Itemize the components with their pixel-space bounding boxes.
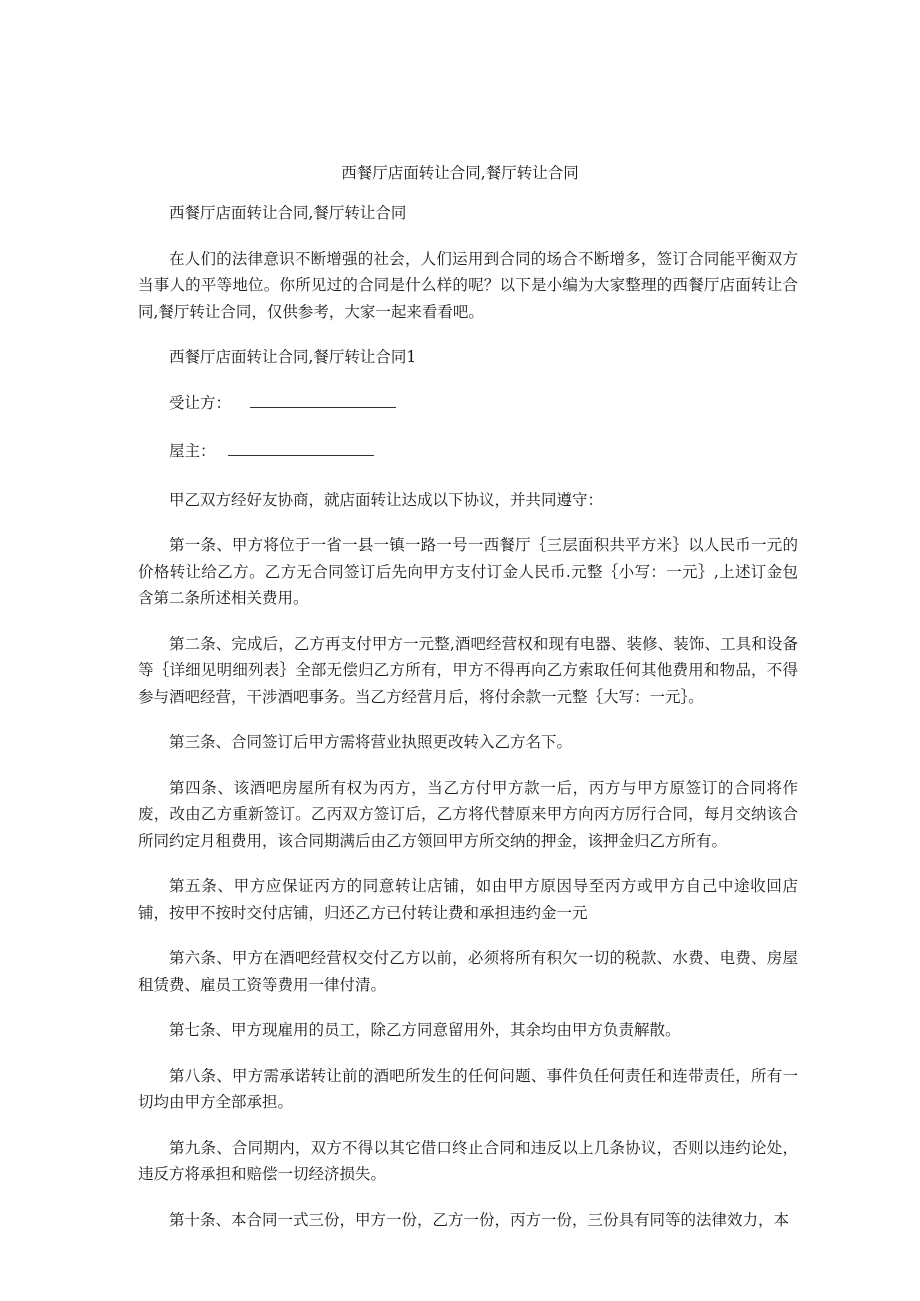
clause-5: 第五条、甲方应保证丙方的同意转让店铺，如由甲方原因导至丙方或甲方自己中途收回店铺，按甲不按时交付店铺，归还乙方已付转让费和承担违约金一元 — [138, 877, 798, 922]
clause-9: 第九条、合同期内，双方不得以其它借口终止合同和违反以上几条协议，否则以违约论处，违反方将承担和赔偿一切经济损失。 — [138, 1138, 798, 1183]
document-subtitle: 西餐厅店面转让合同,餐厅转让合同 — [169, 204, 407, 222]
document-body — [138, 200, 798, 1252]
landlord-blank-line — [228, 441, 374, 456]
clause-4: 第四条、该酒吧房屋所有权为丙方，当乙方付甲方款一后，丙方与甲方原签订的合同将作废，改由乙方重新签订。乙丙双方签订后，乙方将代替原来甲方向丙方厉行合同，每月交纳该合所同约定月租费用，该合同期满后由乙方领回甲方所交纳的押金，该押金归乙方所有。 — [138, 778, 798, 850]
document-title: 西餐厅店面转让合同,餐厅转让合同 — [341, 164, 579, 182]
transferee-label: 受让方： — [169, 393, 232, 412]
clause-7: 第七条、甲方现雇用的员工，除乙方同意留用外，其余均由甲方负责解散。 — [169, 1021, 681, 1039]
clause-3: 第三条、合同签订后甲方需将营业执照更改转入乙方名下。 — [169, 733, 573, 751]
clause-2: 第二条、完成后，乙方再支付甲方一元整,酒吧经营权和现有电器、装修、装饰、工具和设备等｛详细见明细列表｝全部无偿归乙方所有，甲方不得再向乙方索取任何其他费用和物品，不得参与酒吧经营，干涉酒吧事务。当乙方经营月后，将付余款一元整｛大写：一元｝。 — [138, 634, 798, 706]
section-heading: 西餐厅店面转让合同,餐厅转让合同1 — [169, 348, 417, 366]
clause-10: 第十条、本合同一式三份，甲方一份，乙方一份，丙方一份，三份具有同等的法律效力，本 — [169, 1210, 790, 1229]
landlord-field — [138, 438, 798, 465]
landlord-label: 屋主： — [169, 442, 216, 460]
clause-8: 第八条、甲方需承诺转让前的酒吧所发生的任何问题、事件负任何责任和连带责任，所有一切均由甲方全部承担。 — [138, 1066, 798, 1111]
intro-paragraph: 在人们的法律意识不断增强的社会，人们运用到合同的场合不断增多，签订合同能平衡双方当事人的平等地位。你所见过的合同是什么样的呢？以下是小编为大家整理的西餐厅店面转让合同,餐厅转让合同，仅供参考，大家一起来看看吧。 — [138, 249, 798, 321]
preamble-paragraph: 甲乙双方经好友协商，就店面转让达成以下协议，并共同遵守： — [169, 490, 604, 509]
clause-1: 第一条、甲方将位于一省一县一镇一路一号一西餐厅｛三层面积共平方米｝以人民币一元的价格转让给乙方。乙方无合同签订后先向甲方支付订金人民币.元整｛小写：一元｝,上述订金包含第二条所述相关费用。 — [138, 536, 798, 607]
transferee-blank-line — [250, 393, 396, 408]
clause-6: 第六条、甲方在酒吧经营权交付乙方以前，必须将所有积欠一切的税款、水费、电费、房屋租赁费、雇员工资等费用一律付清。 — [138, 949, 798, 994]
transferee-field — [138, 390, 798, 417]
